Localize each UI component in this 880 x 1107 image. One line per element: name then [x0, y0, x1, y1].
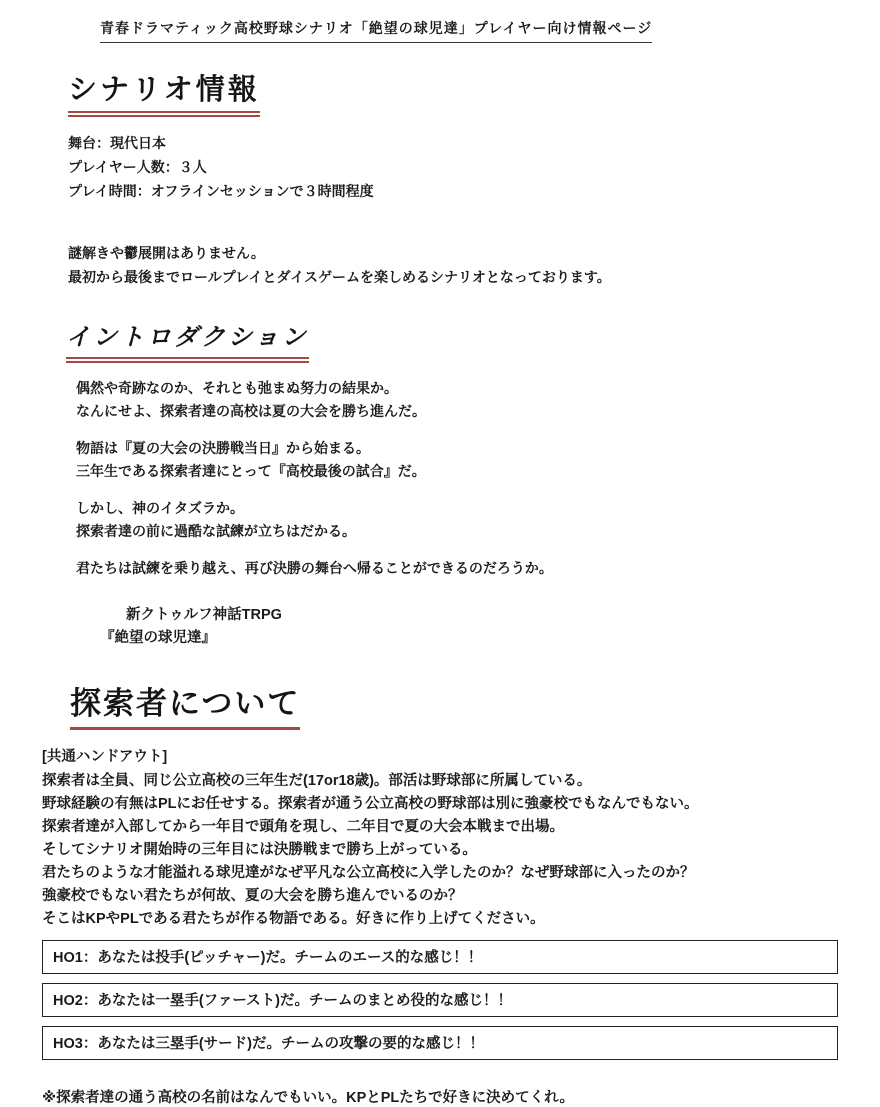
- intro-paragraph: [76, 497, 880, 543]
- scenario-title-block: [76, 604, 880, 650]
- investigators-lines: [42, 770, 880, 931]
- body-line: 君たちは試練を乗り越え、再び決勝の舞台へ帰ることができるのだろうか。: [76, 560, 553, 576]
- trpg-system-name: 新クトゥルフ神話TRPG: [126, 607, 282, 623]
- body-line: 君たちのような才能溢れる球児達がなぜ平凡な公立高校に入学したのか？なぜ野球部に入ったのか？: [42, 865, 695, 881]
- body-line: 偶然や奇跡なのか、それとも弛まぬ努力の結果か。: [76, 380, 398, 396]
- section-scenario-info: [0, 43, 880, 289]
- intro-paragraph: [76, 437, 880, 483]
- section-introduction: [0, 289, 880, 650]
- body-line: 強豪校でもない君たちが何故、夏の大会を勝ち進んでいるのか？: [42, 888, 463, 904]
- body-line: 最初から最後までロールプレイとダイスゲームを楽しめるシナリオとなっております。: [68, 269, 611, 285]
- introduction-body: [76, 377, 880, 650]
- body-line: 探索者達の前に過酷な試練が立ちはだかる。: [76, 523, 356, 539]
- scenario-info-heading: シナリオ情報: [68, 67, 260, 117]
- school-name-footnote: ※探索者達の通う高校の名前はなんでもいい。KPとPLたちで好きに決めてくれ。: [42, 1090, 574, 1106]
- handout-box-ho2: [42, 983, 838, 1017]
- body-line: 舞台：現代日本: [68, 135, 166, 151]
- body-line: 物語は『夏の大会の決勝戦当日』から始まる。: [76, 440, 370, 456]
- handout-text: HO1：あなたは投手(ピッチャー)だ。チームのエース的な感じ！！: [53, 950, 483, 966]
- body-line: 探索者達が入部してから一年目で頭角を現し、二年目で夏の大会本戦まで出場。: [42, 819, 564, 835]
- handout-box-ho3: [42, 1026, 838, 1060]
- body-line: そこはKPやPLである君たちが作る物語である。好きに作り上げてください。: [42, 911, 545, 927]
- body-line: プレイヤー人数：３人: [68, 159, 207, 175]
- handout-box-ho1: [42, 940, 838, 974]
- body-line: 野球経験の有無はPLにお任せする。探索者が通う公立高校の野球部は別に強豪校でもなんでもない。: [42, 796, 699, 812]
- body-line: 探索者は全員、同じ公立高校の三年生だ(17or18歳)。部活は野球部に所属している。: [42, 773, 592, 789]
- page-header: [0, 0, 880, 43]
- scenario-title: 『絶望の球児達』: [100, 630, 216, 646]
- body-line: プレイ時間：オフラインセッションで３時間程度: [68, 183, 374, 199]
- intro-paragraph: [76, 557, 880, 580]
- handout-text: HO3：あなたは三塁手(サード)だ。チームの攻撃の要的な感じ！！: [53, 1036, 484, 1052]
- page-header-title: 青春ドラマティック高校野球シナリオ「絶望の球児達」プレイヤー向け情報ページ: [100, 18, 652, 43]
- investigators-heading: 探索者について: [70, 678, 300, 730]
- common-handout-label: [共通ハンドアウト]: [42, 749, 168, 765]
- body-line: しかし、神のイタズラか。: [76, 500, 244, 516]
- handout-text: HO2：あなたは一塁手(ファースト)だ。チームのまとめ役的な感じ！！: [53, 993, 512, 1009]
- scenario-info-lines: [68, 131, 880, 203]
- body-line: なんにせよ、探索者達の高校は夏の大会を勝ち進んだ。: [76, 403, 426, 419]
- investigators-body: [42, 746, 880, 931]
- body-line: 謎解きや鬱展開はありません。: [68, 245, 265, 261]
- body-line: 三年生である探索者達にとって『高校最後の試合』だ。: [76, 463, 426, 479]
- section-investigators: [0, 650, 880, 1107]
- body-line: そしてシナリオ開始時の三年目には決勝戦まで勝ち上がっている。: [42, 842, 477, 858]
- introduction-heading: イントロダクション: [66, 317, 309, 363]
- scenario-info-notes: [68, 241, 880, 289]
- intro-paragraph: [76, 377, 880, 423]
